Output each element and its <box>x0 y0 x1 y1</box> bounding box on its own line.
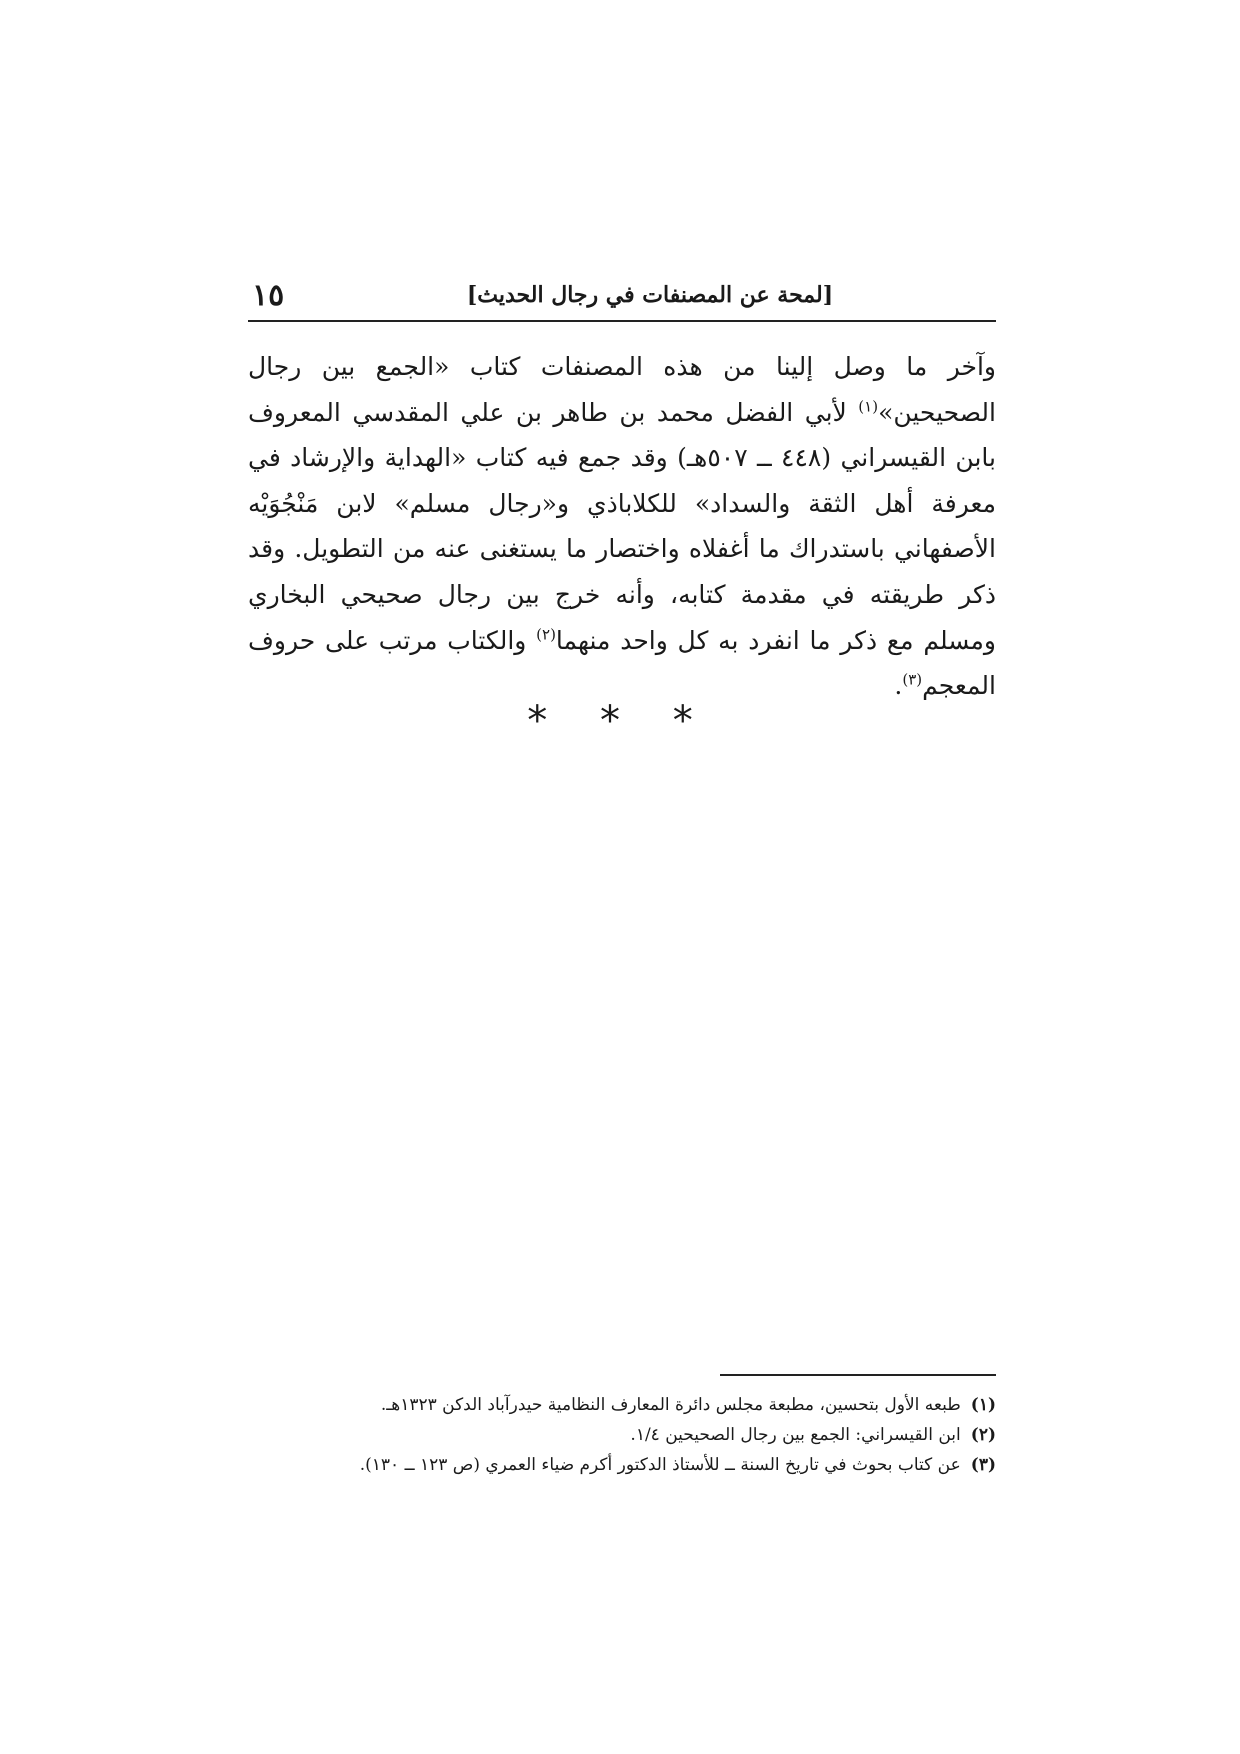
footnote-text: عن كتاب بحوث في تاريخ السنة ــ للأستاذ الدكتور أكرم ضياء العمري (ص ١٢٣ ــ ١٣٠). <box>359 1455 961 1475</box>
footnote-marker: (٣) <box>970 1455 996 1475</box>
footnote-ref-2[interactable]: (٢) <box>536 625 556 644</box>
footnote-marker: (١) <box>970 1395 996 1415</box>
paragraph-text: لأبي الفضل محمد بن طاهر بن علي المقدسي المعروف بابن القيسراني (٤٤٨ ــ ٥٠٧هـ) وقد جمع فيه كتاب «الهداية والإرشاد في معرفة أهل الثقة والسداد» للكلاباذي و«رجال مسلم» لابن مَنْجُوَيْه الأصفهاني باستدراك ما أغفلاه واختصار ما يستغنى عنه من التطويل. وقد ذكر طريقته في مقدمة كتابه، وأنه خرج بين رجال صحيحي البخاري ومسلم مع ذكر ما انفرد به كل واحد منهما <box>248 397 996 655</box>
page-number: ١٥ <box>252 278 285 313</box>
footnote-ref-1[interactable]: (١) <box>858 397 879 416</box>
footnote-marker: (٢) <box>970 1425 996 1445</box>
footnote-text: طبعه الأول بتحسين، مطبعة مجلس دائرة المعارف النظامية حيدرآباد الدكن ١٣٢٣هـ. <box>380 1395 961 1415</box>
paragraph-text: وآخر ما وصل إلينا من هذه المصنفات كتاب «الجمع بين رجال الصحيحين» <box>248 352 996 427</box>
footnote-ref-3[interactable]: (٣) <box>902 670 923 689</box>
body-paragraph <box>248 344 996 709</box>
header-rule <box>248 320 996 322</box>
paragraph-text: والكتاب مرتب على حروف المعجم <box>248 625 996 701</box>
section-separator: * * * <box>527 698 713 744</box>
footnote-text: ابن القيسراني: الجمع بين رجال الصحيحين ١/٤. <box>630 1425 961 1445</box>
running-title: [لمحة عن المصنفات في رجال الحديث] <box>466 282 834 308</box>
footnote-2 <box>248 1420 996 1450</box>
footnotes <box>248 1390 996 1480</box>
paragraph-text: . <box>894 671 903 701</box>
footnote-rule <box>720 1374 996 1376</box>
footnote-1 <box>248 1390 996 1420</box>
footnote-3 <box>248 1450 996 1480</box>
